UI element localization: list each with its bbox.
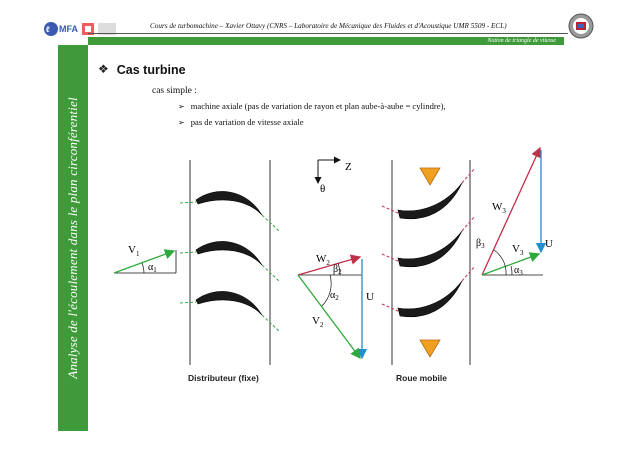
beta2-label: β bbox=[333, 264, 339, 275]
svg-text:V3 bbox=[512, 243, 524, 257]
rotor-label: Roue mobile bbox=[396, 373, 448, 383]
beta2-subscript: 2 bbox=[338, 268, 342, 276]
slide-subtitle: cas simple : bbox=[152, 86, 197, 96]
w2-label: W bbox=[316, 253, 327, 265]
v2-label: V bbox=[312, 315, 320, 327]
stator-blade bbox=[196, 291, 262, 315]
svg-text:α2 bbox=[330, 290, 339, 302]
axis-theta-label: θ bbox=[320, 183, 326, 195]
svg-text:W2 bbox=[316, 253, 330, 267]
alpha3-subscript: 3 bbox=[519, 269, 523, 277]
alpha1-subscript: 1 bbox=[153, 266, 157, 274]
svg-text:α3 bbox=[514, 265, 523, 277]
rotor-blade bbox=[398, 231, 462, 267]
beta3-subscript: 3 bbox=[481, 242, 485, 250]
rotation-arrow-icon bbox=[420, 340, 440, 357]
bullet-text: pas de variation de vitesse axiale bbox=[190, 117, 304, 127]
beta3-label: β bbox=[476, 238, 482, 249]
svg-text:V2 bbox=[312, 315, 324, 329]
rotor-blade bbox=[398, 183, 462, 219]
inlet-velocity-triangle bbox=[114, 244, 176, 274]
slide-title: Cas turbine bbox=[116, 62, 186, 77]
bullet-text: machine axiale (pas de variation de rayon et plan aube-à-aube = cylindre), bbox=[190, 101, 446, 111]
svg-text:ℓ: ℓ bbox=[46, 25, 50, 34]
u-mid-label: U bbox=[366, 291, 374, 303]
alpha2-label: α bbox=[330, 290, 336, 301]
header-course-text: Cours de turbomachine – Xavier Ottavy (CNRS – Laboratoire de Mécanique des Fluides et d'Acoustique UMR 5509 - ECL) bbox=[150, 22, 507, 30]
alpha3-label: α bbox=[514, 265, 520, 276]
rotor-cascade bbox=[382, 160, 475, 383]
alpha1-label: α bbox=[148, 262, 154, 273]
topic-label: Notion de triangle de vitesse bbox=[487, 38, 556, 44]
rotor-blade bbox=[398, 281, 462, 317]
stator-label: Distributeur (fixe) bbox=[188, 373, 259, 383]
axis-z-label: Z bbox=[345, 161, 352, 173]
svg-text:β2 bbox=[333, 264, 342, 276]
axes-indicator bbox=[318, 160, 352, 195]
sidebar-label: Analyse de l'écoulement dans le plan circonférentiel bbox=[65, 97, 80, 379]
outlet-velocity-triangle bbox=[476, 148, 553, 277]
stator-blade bbox=[196, 191, 262, 215]
diamond-bullet-icon: ❖ bbox=[98, 62, 109, 76]
w2-subscript: 2 bbox=[326, 259, 330, 267]
v3-subscript: 3 bbox=[519, 249, 524, 257]
arrow-bullet-icon: ➢ bbox=[178, 101, 185, 111]
svg-text:V1 bbox=[128, 244, 140, 258]
stator-cascade bbox=[180, 160, 280, 383]
svg-text:β3 bbox=[476, 238, 485, 250]
v2-subscript: 2 bbox=[319, 321, 324, 329]
w3-subscript: 3 bbox=[502, 207, 506, 215]
mid-velocity-triangle bbox=[298, 253, 374, 358]
stator-blade bbox=[196, 241, 262, 265]
svg-text:MFA: MFA bbox=[59, 24, 78, 34]
v3-label: V bbox=[512, 243, 520, 255]
v1-label: V bbox=[128, 244, 136, 256]
svg-text:α1 bbox=[148, 262, 157, 274]
w3-label: W bbox=[492, 201, 503, 213]
u-outlet-label: U bbox=[545, 238, 553, 250]
rotation-arrow-icon bbox=[420, 168, 440, 185]
v1-subscript: 1 bbox=[135, 250, 140, 258]
alpha2-subscript: 2 bbox=[335, 294, 339, 302]
arrow-bullet-icon: ➢ bbox=[178, 117, 185, 127]
svg-text:W3 bbox=[492, 201, 506, 215]
